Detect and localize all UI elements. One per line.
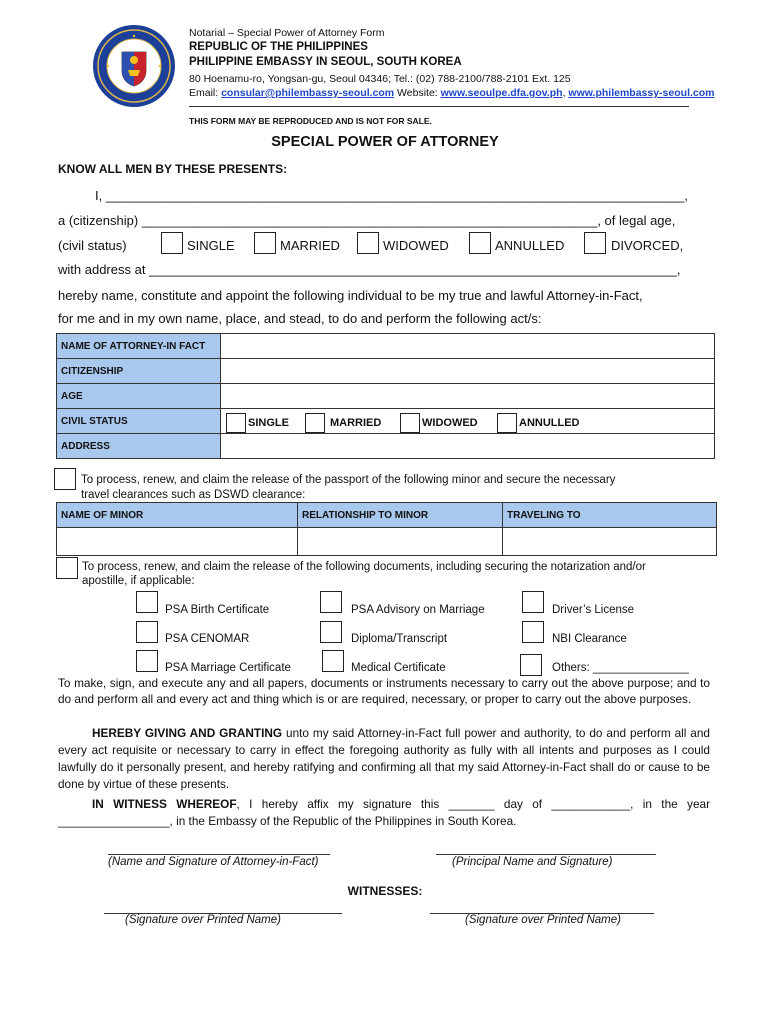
documents-act-line-1: To process, renew, and claim the release of the following documents, including securing the notarization and/or [82,561,646,573]
attorney-age-label: AGE [57,384,221,409]
attorney-annulled-label: ANNULLED [519,417,580,429]
minor-name-header: NAME OF MINOR [57,503,298,528]
table-row [57,409,715,434]
medical-certificate-label: Medical Certificate [351,662,446,674]
document-title: SPECIAL POWER OF ATTORNEY [271,134,499,150]
psa-advisory-label: PSA Advisory on Marriage [351,604,485,616]
others-checkbox[interactable] [520,654,542,676]
table-row [57,434,715,459]
granting-paragraph [58,725,710,793]
attorney-name-field[interactable] [221,334,715,359]
address-row [58,262,680,277]
form-title: Notarial – Special Power of Attorney Form [189,27,385,39]
civil-status-label: (civil status) [58,238,127,253]
documents-act-checkbox[interactable] [56,557,78,579]
attorney-citizenship-field[interactable] [221,359,715,384]
psa-cenomar-checkbox[interactable] [136,621,158,643]
principal-divorced-label: DIVORCED, [611,238,684,253]
psa-marriage-label: PSA Marriage Certificate [165,662,291,674]
principal-signature-line[interactable] [436,854,656,855]
granting-bold: HEREBY GIVING AND GRANTING [92,726,283,740]
minor-destination-header: TRAVELING TO [503,503,717,528]
table-header-row [57,503,717,528]
attorney-widowed-label: WIDOWED [422,417,478,429]
psa-marriage-checkbox[interactable] [136,650,158,672]
reproduction-notice: THIS FORM MAY BE REPRODUCED AND IS NOT FOR SALE. [189,116,432,126]
principal-married-label: MARRIED [280,238,340,253]
diploma-checkbox[interactable] [320,621,342,643]
website-label: Website: [394,87,441,99]
appoint-line-2: for me and in my own name, place, and stead, to do and perform the following act/s: [58,311,542,326]
witness-whereof-text[interactable]: , I hereby affix my signature this _______ day of ____________, in the year _________________, in the Embassy of the Republic of the Philippines in South Korea. [58,797,711,828]
embassy-address: 80 Hoenamu-ro, Yongsan-gu, Seoul 04346; Tel.: (02) 788-2100/788-2101 Ext. 125 [189,73,571,85]
principal-name-line[interactable]: I, ________________________________________________________________________________, [95,188,688,203]
psa-advisory-checkbox[interactable] [320,591,342,613]
address-label: with address at [58,262,146,277]
contact-line [189,87,715,99]
passport-act-checkbox[interactable] [54,468,76,490]
nbi-clearance-checkbox[interactable] [522,621,544,643]
attorney-married-label: MARRIED [330,417,382,429]
website-link-2[interactable]: www.philembassy-seoul.com [568,87,715,99]
principal-single-checkbox[interactable] [161,232,183,254]
attorney-single-checkbox[interactable] [226,413,246,433]
minor-table [56,502,717,556]
minor-name-field[interactable] [57,528,298,556]
table-row [57,359,715,384]
attorney-widowed-checkbox[interactable] [400,413,420,433]
attorney-table [56,333,715,459]
granting-text: unto my said Attorney-in-Fact full power and authority, to do and perform all and every act requisite or necessary to carry in effect the foregoing authority as fully with all intents and purposes as I could lawfully do it personally present, and hereby ratifying and confirming all that my said Attorney-in-Fact shall do or cause to be done by virtue of these presents. [58,726,710,791]
principal-widowed-checkbox[interactable] [357,232,379,254]
attorney-signature-line[interactable] [108,854,330,855]
table-row [57,528,717,556]
principal-married-checkbox[interactable] [254,232,276,254]
embassy-seal-icon [92,24,176,108]
witness2-caption: (Signature over Printed Name) [465,914,621,926]
attorney-address-label: ADDRESS [57,434,221,459]
attorney-annulled-checkbox[interactable] [497,413,517,433]
citizenship-row [58,213,675,228]
papers-paragraph: To make, sign, and execute any and all papers, documents or instruments necessary to carry out the above purpose; and to do and perform all and every act and thing which is or are required, necessary, or proper to carry out the above purposes. [58,676,710,706]
citizenship-label: a (citizenship) [58,213,142,228]
drivers-license-label: Driver’s License [552,604,635,616]
principal-annulled-label: ANNULLED [495,238,565,253]
others-label[interactable]: Others: _______________ [552,662,689,674]
witnesses-heading: WITNESSES: [347,884,423,898]
link-separator: , [562,87,569,99]
drivers-license-checkbox[interactable] [522,591,544,613]
attorney-address-field[interactable] [221,434,715,459]
principal-single-label: SINGLE [187,238,235,253]
email-label: Email: [189,87,222,99]
psa-birth-label: PSA Birth Certificate [165,604,270,616]
witness-whereof-paragraph [58,796,710,830]
attorney-name-label: NAME OF ATTORNEY-IN FACT [57,334,221,359]
table-row [57,384,715,409]
attorney-signature-caption: (Name and Signature of Attorney-in-Fact) [108,856,319,868]
principal-divorced-checkbox[interactable] [584,232,606,254]
diploma-label: Diploma/Transcript [351,633,448,645]
appoint-line-1: hereby name, constitute and appoint the following individual to be my true and lawful Attorney-in-Fact, [58,288,643,303]
attorney-age-field[interactable] [221,384,715,409]
minor-relationship-field[interactable] [298,528,503,556]
table-row [57,334,715,359]
header-rule [189,106,689,107]
attorney-civil-status-label: CIVIL STATUS [57,409,221,434]
psa-cenomar-label: PSA CENOMAR [165,633,250,645]
embassy-heading: PHILIPPINE EMBASSY IN SEOUL, SOUTH KOREA [189,56,462,68]
attorney-single-label: SINGLE [248,417,289,429]
citizenship-field[interactable]: _______________________________________________________________ [141,213,598,228]
attorney-citizenship-label: CITIZENSHIP [57,359,221,384]
minor-relationship-header: RELATIONSHIP TO MINOR [298,503,503,528]
witness1-caption: (Signature over Printed Name) [125,914,281,926]
attorney-married-checkbox[interactable] [305,413,325,433]
email-link[interactable]: consular@philembassy-seoul.com [221,87,395,99]
witness-whereof-bold: IN WITNESS WHEREOF [92,797,237,811]
psa-birth-checkbox[interactable] [136,591,158,613]
passport-act-line-1: To process, renew, and claim the release of the passport of the following minor and secure the necessary [81,474,616,486]
principal-annulled-checkbox[interactable] [469,232,491,254]
documents-act-line-2: apostille, if applicable: [82,575,195,587]
republic-heading: REPUBLIC OF THE PHILIPPINES [189,41,368,53]
passport-act-line-2: travel clearances such as DSWD clearance: [81,489,306,501]
address-field[interactable]: _________________________________________________________________________, [149,262,681,277]
minor-destination-field[interactable] [503,528,717,556]
medical-certificate-checkbox[interactable] [322,650,344,672]
website-link-1[interactable]: www.seoulpe.dfa.gov.ph [440,87,563,99]
nbi-clearance-label: NBI Clearance [552,633,627,645]
legal-age-text: , of legal age, [597,213,676,228]
principal-widowed-label: WIDOWED [383,238,449,253]
principal-signature-caption: (Principal Name and Signature) [452,856,613,868]
know-all-heading: KNOW ALL MEN BY THESE PRESENTS: [58,162,288,176]
